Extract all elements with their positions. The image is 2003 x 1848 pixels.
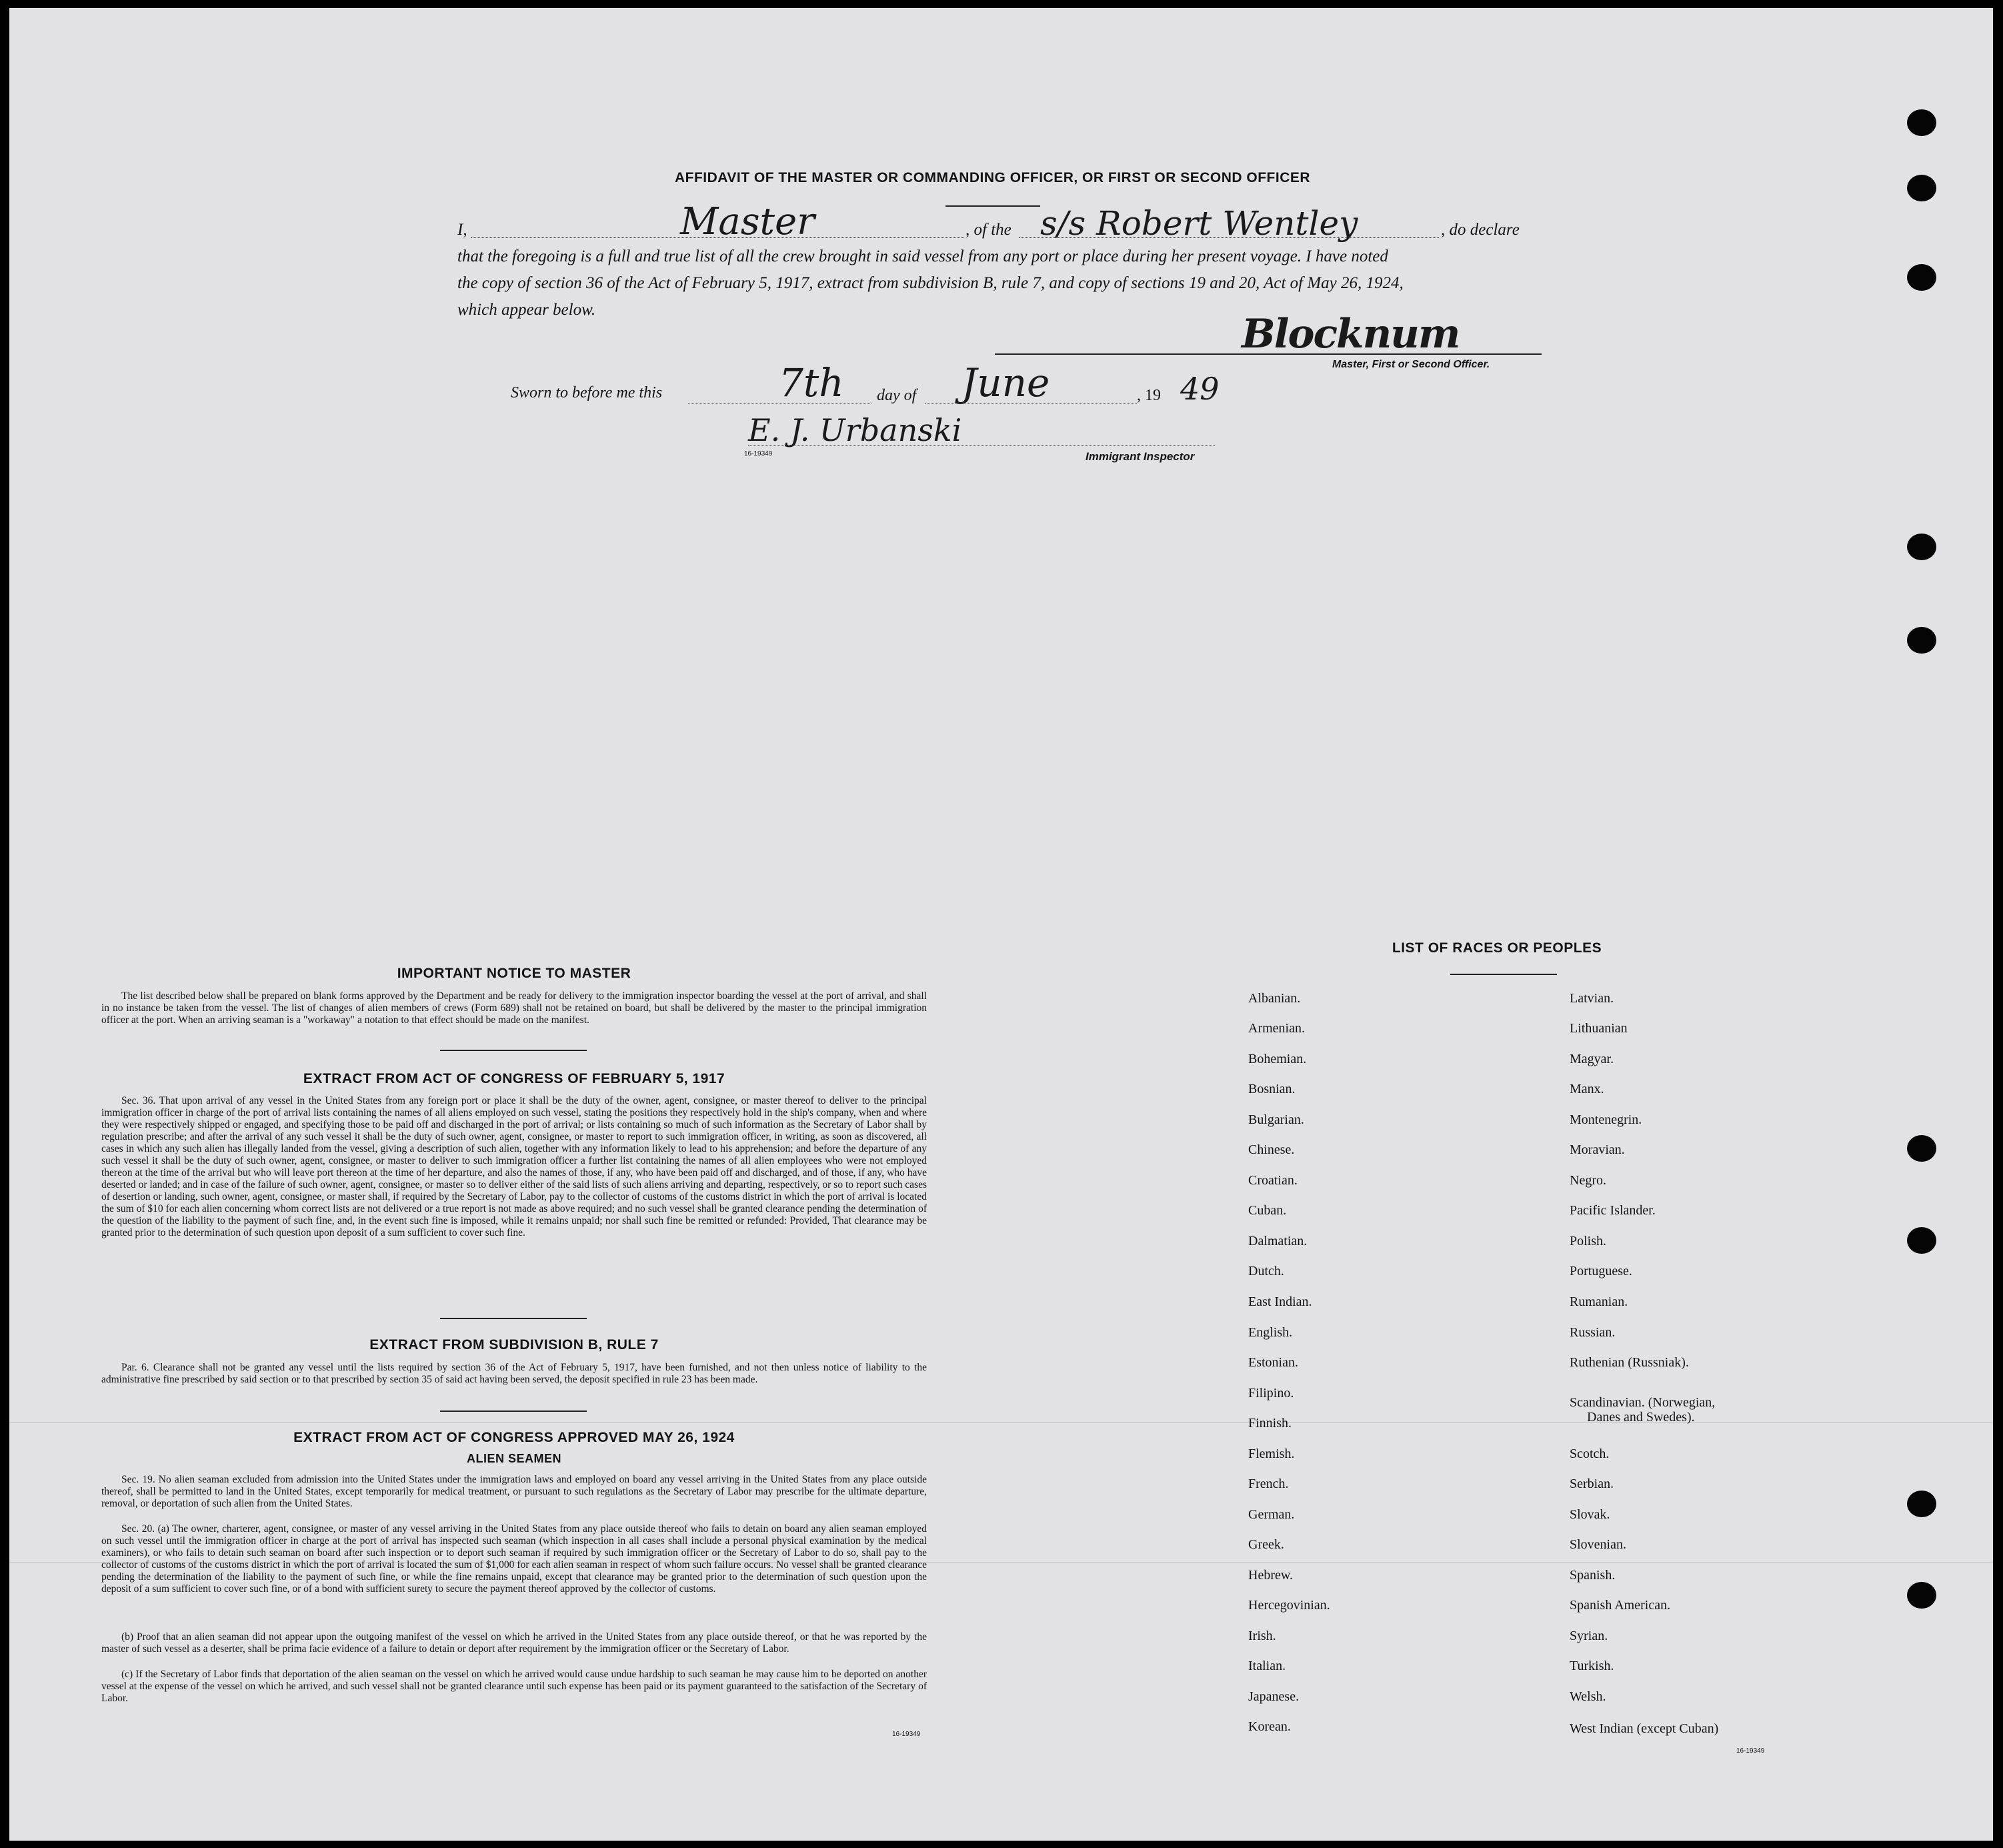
extract1-body: Sec. 36. That upon arrival of any vessel in the United States from any foreign port or place it shall be the duty of the owner, agent, consignee, or master thereof to deliver to the principal immigration officer in charge of the port of arrival lists containing the names of all aliens employed on such vessel, stating the positions they respectively hold in the ship's company, when and where they were respectively shipped or engaged, and specifying those to be paid off and discharged in the port of arrival; or lists containing so much of such information as the Secretary of Labor shall by regulation prescribe; and after the arrival of any such vessel it shall be the duty of such owner, agent, consignee, or master to report to such immigration officer, in writing, as soon as discovered, all cases in which any such alien has illegally landed from the vessel, giving a description of such alien, together with any information likely to lead to his apprehension; and before the departure of any such vessel it shall be the duty of such owner, agent, consignee, or master to deliver to such immigration officer a further list containing the names of all alien employees who were not employed thereon at the time of the arrival but who will leave port thereon at the time of her departure, and also the names of those, if any, who have been paid off and discharged, and of those, if any, who have deserted or landed; and in case of the failure of such owner, agent, consignee, or master so to deliver either of the said lists of such aliens arriving and departing, respectively, or so to report such cases of desertion or landing, such owner, agent, consignee, or master shall, if required by the Secretary of Labor, pay to the collector of customs of the customs district in which the port of arrival is located the sum of $10 for each alien concerning whom correct lists are not delivered or a true report is not made as above required; and no such vessel shall be granted clearance pending the determination of the question of the liability to the payment of such fine, and, in the event such fine is imposed, while it remains unpaid; nor shall such fine be remitted or refunded: Provided, That clearance may be granted prior to the determination of such question upon deposit of a sum sufficient to cover such fine. (101, 1095, 927, 1238)
race-item: German. (1248, 1507, 1295, 1522)
handwritten-year: 49 (1180, 371, 1220, 407)
race-item: Dalmatian. (1248, 1234, 1308, 1248)
races-title: LIST OF RACES OR PEOPLES (1392, 940, 1602, 956)
punch-hole (1907, 1135, 1936, 1162)
race-item: Greek. (1248, 1537, 1284, 1552)
extract3-title: EXTRACT FROM ACT OF CONGRESS APPROVED MAY 26, 1924 (293, 1430, 735, 1445)
race-item: Armenian. (1248, 1021, 1305, 1036)
extract3-sec19: Sec. 19. No alien seaman excluded from admission into the United States under the immigration laws and employed on board any vessel arriving in the United States from any place outside thereof, shall be permitted to land in the United States, except temporarily for medical treatment, or pursuant to such regulations as the Secretary of Labor may prescribe for the ultimate departure, removal, or deportation of such alien from the United States. (101, 1474, 927, 1509)
affidavit-line-3: the copy of section 36 of the Act of February 5, 1917, extract from subdivision B, rule 7, and copy of sections 19 and 20, Act of May 26, 1924, (457, 274, 1404, 292)
affidavit-title: AFFIDAVIT OF THE MASTER OR COMMANDING OFFICER, OR FIRST OR SECOND OFFICER (674, 170, 1311, 185)
divider (1450, 974, 1557, 975)
handwritten-vessel-name: s/s Robert Wentley (1040, 204, 1358, 243)
punch-hole (1907, 1227, 1936, 1254)
extract3-sec20b: (b) Proof that an alien seaman did not appear upon the outgoing manifest of the vessel on which he arrived in the United States from any place outside thereof, or that he was reported by the master of such vessel as a deserter, shall be prima facie evidence of a failure to detain or deport after requirement by the immigration officer or the Secretary of Labor. (101, 1631, 927, 1655)
race-item: Serbian. (1570, 1477, 1614, 1491)
handwritten-day: 7th (779, 360, 844, 405)
punch-hole (1907, 264, 1936, 291)
race-item: Finnish. (1248, 1416, 1292, 1431)
race-item: Russian. (1570, 1325, 1616, 1340)
race-item: Croatian. (1248, 1173, 1298, 1188)
form-number: 16-19349 (744, 450, 773, 457)
race-item: Danes and Swedes). (1587, 1410, 1695, 1425)
race-item: Lithuanian (1570, 1021, 1628, 1036)
race-item: Albanian. (1248, 991, 1301, 1006)
race-item: Pacific Islander. (1570, 1203, 1656, 1218)
race-item: Montenegrin. (1570, 1112, 1642, 1127)
of-the-label: , of the (965, 221, 1012, 239)
punch-hole (1907, 1582, 1936, 1609)
race-item: Bohemian. (1248, 1052, 1307, 1066)
form-number: 16-19349 (892, 1731, 921, 1738)
punch-hole (1907, 109, 1936, 136)
race-item: Spanish. (1570, 1568, 1616, 1583)
race-item: Japanese. (1248, 1689, 1300, 1704)
inspector-signature: E. J. Urbanski (748, 412, 962, 448)
race-item: Irish. (1248, 1629, 1276, 1643)
notice-body: The list described below shall be prepared on blank forms approved by the Department and be ready for delivery to the immigration inspector boarding the vessel at the port of arrival, and shall in no instance be taken from the vessel. The list of changes of alien members of crews (Form 689) shall not be retained on board, but shall be delivered by the master to the principal immigration officer at the port. When an arriving seaman is a "workaway" a notation to that effect should be made on the manifest. (101, 990, 927, 1026)
race-item: English. (1248, 1325, 1293, 1340)
extract2-title: EXTRACT FROM SUBDIVISION B, RULE 7 (369, 1337, 659, 1352)
race-item: Bulgarian. (1248, 1112, 1304, 1127)
race-item: Korean. (1248, 1719, 1291, 1734)
race-item: Manx. (1570, 1082, 1604, 1096)
race-item: Bosnian. (1248, 1082, 1296, 1096)
year-prefix: , 19 (1137, 387, 1161, 404)
notice-title: IMPORTANT NOTICE TO MASTER (397, 966, 631, 981)
handwritten-rank: Master (680, 200, 815, 243)
i-label: I, (457, 221, 467, 239)
race-item: Slovenian. (1570, 1537, 1626, 1552)
race-item: French. (1248, 1477, 1289, 1491)
divider (440, 1050, 587, 1051)
extract3-sec20c: (c) If the Secretary of Labor finds that deportation of the alien seaman on the vessel on which he arrived would cause undue hardship to such seaman he may cause him to be deported on another vessel at the expense of the vessel on which he arrived, and such vessel shall not be granted clearance until such expense has been paid or its payment guaranteed to the satisfaction of the Secretary of Labor. (101, 1669, 927, 1704)
race-item: Chinese. (1248, 1142, 1295, 1157)
affidavit-line-2: that the foregoing is a full and true list of all the crew brought in said vessel from any port or place during her present voyage. I have noted (457, 247, 1388, 265)
race-item: Magyar. (1570, 1052, 1614, 1066)
signature-caption: Master, First or Second Officer. (1332, 359, 1490, 370)
sworn-label: Sworn to before me this (511, 384, 663, 401)
master-signature: Blocknum (1242, 311, 1460, 357)
inspector-caption: Immigrant Inspector (1086, 450, 1195, 463)
race-item: Moravian. (1570, 1142, 1625, 1157)
race-item: Turkish. (1570, 1659, 1614, 1673)
extract3-subtitle: ALIEN SEAMEN (466, 1452, 561, 1465)
affidavit-line-1 (457, 217, 1528, 243)
race-item: Cuban. (1248, 1203, 1287, 1218)
race-item: Latvian. (1570, 991, 1614, 1006)
punch-hole (1907, 627, 1936, 654)
affidavit-line-4: which appear below. (457, 301, 596, 319)
race-item: Scandinavian. (Norwegian, (1570, 1395, 1716, 1410)
day-of-label: day of (877, 387, 917, 404)
extract3-sec20a: Sec. 20. (a) The owner, charterer, agent, consignee, or master of any vessel arriving in the United States from any place outside thereof who fails to detain on board any alien seaman employed on such vessel until the immigration officer in charge at the port of arrival has inspected such seaman (which inspection in all cases shall include a personal physical examination by the medical examiners), or who fails to detain such seaman on board after such inspection or to deport such seaman if required by such immigration officer or the Secretary of Labor to do so, shall pay to the collector of customs of the customs district in which the port of arrival is located the sum of $1,000 for each alien seaman in respect of whom such failure occurs. No vessel shall be granted clearance pending the determination of the liability to the payment of such fine, or while the fine remains unpaid, except that clearance may be granted prior to the determination of such question upon the deposit of a sum sufficient to cover such fine, or of a bond with sufficient surety to secure the payment thereof approved by the collector of customs. (101, 1523, 927, 1595)
race-item: Filipino. (1248, 1386, 1294, 1401)
punch-hole (1907, 1491, 1936, 1517)
paper-crease (9, 1422, 1993, 1423)
do-declare-label: , do declare (1441, 221, 1520, 239)
extract2-body: Par. 6. Clearance shall not be granted any vessel until the lists required by section 36 of the Act of February 5, 1917, have been furnished, and not then unless notice of liability to the administrative fine prescribed by said section or to that prescribed by section 35 of said act having been served, the deposit specified in rule 23 has been made. (101, 1362, 927, 1385)
race-item: Estonian. (1248, 1355, 1298, 1370)
race-item: Slovak. (1570, 1507, 1610, 1522)
race-item: Portuguese. (1570, 1264, 1632, 1278)
race-item: Rumanian. (1570, 1294, 1628, 1309)
race-item: Dutch. (1248, 1264, 1284, 1278)
punch-hole (1907, 534, 1936, 560)
race-item: Flemish. (1248, 1447, 1295, 1461)
race-item: East Indian. (1248, 1294, 1312, 1309)
divider (440, 1318, 587, 1319)
divider (945, 205, 1040, 207)
race-item: Negro. (1570, 1173, 1606, 1188)
divider (440, 1411, 587, 1412)
race-item: Welsh. (1570, 1689, 1606, 1704)
extract1-title: EXTRACT FROM ACT OF CONGRESS OF FEBRUARY 5, 1917 (303, 1071, 725, 1086)
race-item: Spanish American. (1570, 1598, 1671, 1613)
race-item: Hercegovinian. (1248, 1598, 1330, 1613)
race-item: Syrian. (1570, 1629, 1608, 1643)
punch-hole (1907, 175, 1936, 201)
race-item: West Indian (except Cuban) (1570, 1721, 1719, 1736)
race-item: Polish. (1570, 1234, 1607, 1248)
race-item: Scotch. (1570, 1447, 1610, 1461)
form-number: 16-19349 (1736, 1747, 1765, 1755)
race-item: Ruthenian (Russniak). (1570, 1355, 1689, 1370)
race-item: Italian. (1248, 1659, 1286, 1673)
race-item: Hebrew. (1248, 1568, 1294, 1583)
handwritten-month: June (961, 360, 1050, 405)
